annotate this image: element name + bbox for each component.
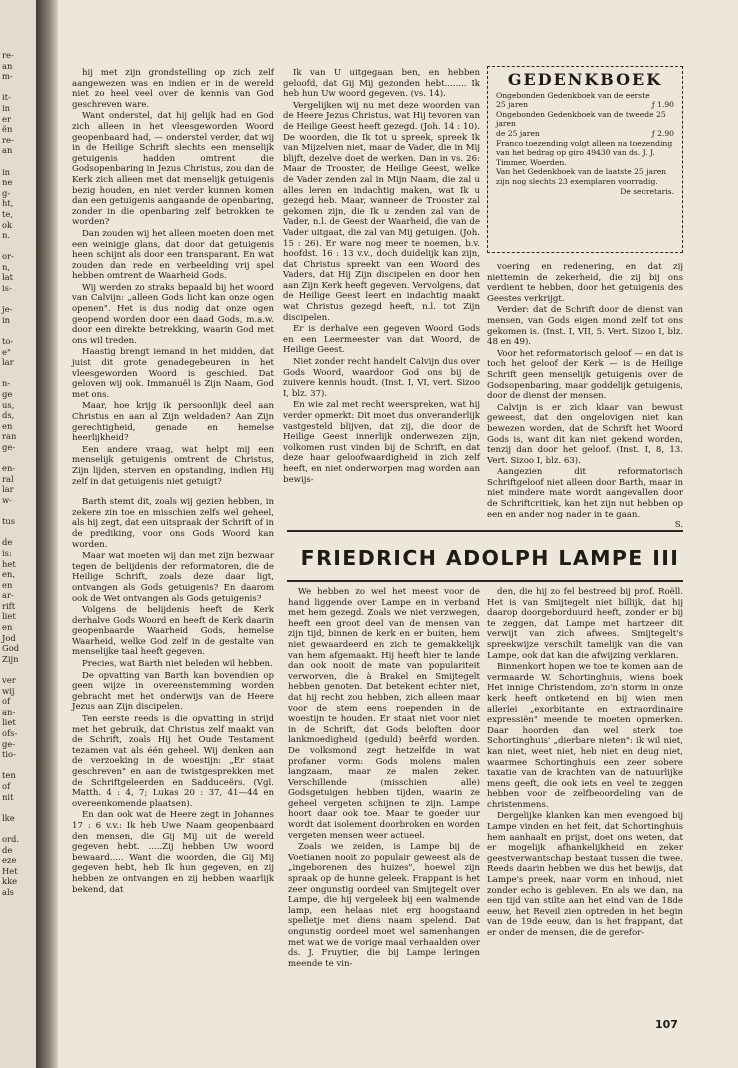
margin-fragment: eze	[2, 855, 17, 866]
margin-fragment: e"	[2, 346, 11, 357]
gedenkboek-line2: Ongebonden Gedenkboek van de tweede 25 jaren	[496, 109, 666, 129]
margin-fragment: ord.	[2, 833, 20, 844]
margin-fragment: an	[2, 145, 13, 156]
margin-fragment: als	[2, 886, 14, 897]
margin-fragment: en,	[2, 569, 16, 580]
article-column-left	[288, 587, 480, 1007]
margin-fragment: ne	[2, 177, 13, 188]
margin-fragment: m-	[2, 71, 13, 82]
paragraph: Maar wat moeten wij dan met zijn bezwaar tegen de belijdenis der reformatoren, die de Heilige Schrift, zoals deze daar ligt, ontvangen als Gods getuigenis? En daarom ook de Wet ontvangen als Gods getuigenis?	[72, 551, 274, 604]
margin-fragment: us,	[2, 399, 15, 410]
gedenkboek-line4: Van het Gedenkboek van de laatste 25 jaren zijn nog slechts 23 exemplaren voorradig.	[496, 167, 667, 186]
margin-fragment	[2, 156, 36, 167]
paragraph: Dergelijke klanken kan men evengoed bij Lampe vinden en het feit, dat Schortinghuis hem aanhaalt en prijst, doet ons weten, dat er mogelijk afhankelijkheid en zeker geestverwantschap bestaat tussen die twee. Reeds daarin hebben we dus het bewijs, dat Lampe's preek, naar vorm en inhoud, niet zonder echo is gebleven. En als we dan, na een tijd van stilte aan het eind van de 18de eeuw, het Reveil zien optreden in het begin van de 19de eeuw, dan is het frappant, dat er onder de mensen, die de gerefor-	[487, 811, 683, 938]
gedenkboek-line2-price: ƒ 2.90	[651, 128, 674, 138]
margin-fragment: te,	[2, 208, 13, 219]
margin-fragment: rift	[2, 600, 16, 611]
column-2	[283, 68, 480, 520]
margin-fragment	[2, 368, 36, 379]
gedenkboek-box	[487, 66, 683, 253]
article-column-right	[487, 587, 683, 1007]
paragraph: De opvatting van Barth kan bovendien op geen wijze in overeenstemming worden gebracht met het onderwijs van de Heere Jezus aan Zijn discipelen.	[72, 670, 274, 713]
margin-fragment: ge-	[2, 441, 16, 452]
margin-fragment: to-	[2, 336, 14, 347]
paragraph: Precies, wat Barth niet beleden wil hebben.	[82, 659, 273, 670]
paragraph: We hebben zo wel het meest voor de hand liggende over Lampe en in verband met hem gezegd. Zoals we niet verzwegen, heeft een groot deel van de mensen van zijn tijd, binnen de kerk en er buiten, hem niet gewaardeerd en zich te gemakkelijk van hem afgemaakt. Hij heeft hier te lande dan ook nooit de mate van populariteit verworven, die à Brakel en Smijtegelt hebben genoten. Dat betekent echter niet, dat hij recht zou hebben, zich alleen maar voor de stem eens roependen in de woestijn te houden. Er staat niet voor niet in de Schrift, dat Gods beloften door lankmoedigheid (geduld) beërfd worden. De volksmond zegt hetzelfde in wat profaner vorm: Gods molens malen langzaam, maar ze malen zeker. Verschillende (misschien alle) Godsgetuigen hebben tijden, waarin ze geheel vergeten schijnen te zijn. Lampe hoort daar ook toe. Maar te goeder uur wordt dat isolement doorbroken en worden vergeten mensen weer actueel.	[288, 587, 480, 841]
paragraph: Verder: dat de Schrift door de dienst van mensen, van Gods eigen mond zelf tot ons gekomen is. (Inst. I, VII, 5. Vert. Sizoo I, blz. 48 en 49).	[487, 305, 683, 348]
margin-fragment: God	[2, 643, 20, 654]
paragraph: Maar, hoe krijg ik persoonlijk deel aan Christus en aan al Zijn weldaden? Aan Zijn gerechtigheid, genade en hemelse heerlijkheid?	[72, 401, 274, 444]
title-rule-top	[287, 530, 683, 532]
paragraph: Want onderstel, dat hij gelijk had en God zich alleen in het vleesgeworden Woord geopenbaard had, — onderstel verder, dat wij in de Heilige Schrift slechts een menselijk getuigenis hadden omtrent die Godsopenbaring in Jezus Christus, zou dan de Kerk zich alleen met dat menselijk getuigenis bezig houden, en niet verder kunnen komen dan een getuigenis aangaande de openbaring, zonder in die openbaring zelf betrokken te worden?	[72, 111, 274, 228]
margin-fragment: ds,	[2, 410, 15, 421]
margin-fragment: er	[2, 113, 11, 124]
paragraph: Wij werden zo straks bepaald bij het woord van Calvijn: „alleen Gods licht kan onze ogen openen". Het is dus nodig dat onze ogen geopend worden door een daad Gods, m.a.w. door een direkte betrekking, waarin God met ons wil treden.	[72, 282, 274, 346]
gedenkboek-signature: De secretaris.	[620, 186, 674, 196]
margin-fragment: wij	[2, 685, 15, 696]
margin-fragment: tio-	[2, 749, 16, 760]
margin-fragment: n,	[2, 261, 11, 272]
margin-fragment: Het	[2, 865, 18, 876]
paragraph: Ten eerste reeds is die opvatting in strijd met het gebruik, dat Christus zelf maakt van de Schrift, zoals Hij het Oude Testament tezamen vat als één geheel. Wij denken aan de verzoeking in de woestijn: „Er staat geschreven" en aan de twistgesprekken met de Schriftgeleerden en Sadduceërs. (Vgl. Matth. 4 : 4, 7; Lukas 20 : 37, 41—44 en overeenkomende plaatsen).	[72, 714, 274, 809]
margin-fragment: tus	[2, 516, 16, 527]
paragraph: Binnenkort hopen we toe te komen aan de vermaarde W. Schortinghuis, wiens boek Het innige Christendom, zo'n storm in onze kerk heeft ontketend en bij wien men allerlei „exorbitante en extraordinaire expressiën" meende te moeten opmerken. Daar hoorden dan wel sterk toe Schortinghuis' „dierbare nieten": ik wil niet, kan niet, weet niet, heb niet en deug niet, waarmee Schortinghuis een zeer sobere taxatie van de krachten van de natuurlijke mens geeft, die ook iets en veel te zeggen hebben voor de zelfbeoordeling van de christenmens.	[487, 662, 683, 810]
margin-fragment	[2, 760, 36, 771]
paragraph: Voor het reformatorisch geloof — en dat is toch het geloof der Kerk — is de Heilige Schrift geen menselijk getuigenis over de Godsopenbaring, maar goddelijk getuigenis, door de dienst der mensen.	[487, 348, 683, 402]
margin-fragment: n-	[2, 378, 11, 389]
paragraph: En dan ook wat de Heere zegt in Johannes 17 : 6 v.v.: Ik heb Uwe Naam geopenbaard den mensen, die Gij Mij uit de wereld gegeven hebt. .....Zij hebben Uw woord bewaard..... Want die woorden, die Gij Mij gegeven hebt, heb Ik hun gegeven, en zij hebben ze ontvangen en zij hebben waarlijk bekend, dat	[72, 810, 274, 895]
margin-fragment: ok	[2, 219, 13, 230]
margin-fragment: ten	[2, 770, 16, 781]
margin-fragment: an	[2, 60, 13, 71]
paragraph: hij met zijn grondstelling op zich zelf aangewezen was en indien er in de wereld niet zo heel veel over de kennis van God geschreven ware.	[72, 68, 274, 110]
margin-fragment: is-	[2, 283, 12, 294]
paragraph: Niet zonder recht handelt Calvijn dus over Gods Woord, waardoor God ons bij de zuivere kennis houdt. (Inst. I, VI, vert. Sizoo I, blz. 37).	[283, 357, 480, 399]
margin-fragment: n.	[2, 230, 11, 241]
paragraph: Ik van U uitgegaan ben, en hebben geloofd, dat Gij Mij gezonden hebt........ Ik heb hun Uw woord gegeven. (vs. 14).	[283, 68, 480, 100]
paragraph: En wie zal met recht weerspreken, wat hij verder opmerkt: Dit moet dus onveranderlijk vastgesteld blijven, dat zij, die door de Heilige Geest innerlijk onderwezen zijn, volkomen rust vinden bij de Schrift, en dat deze haar geloofwaardigheid in zich zelf heeft, en niet onderworpen mag worden aan bewijs-	[283, 400, 480, 485]
margin-fragment: ver	[2, 675, 16, 686]
paragraph: Calvijn is er zich klaar van bewust geweest, dat den ongelovigen niet kan bewezen worden, dat de Schrift het Woord Gods is, want dit kan niet gekend worden, tenzij dan door het geloof. (Inst. I, 8, 13. Vert. Sizoo I, blz. 63).	[487, 402, 683, 466]
previous-page-edge	[0, 0, 36, 1068]
margin-fragment: ar-	[2, 590, 14, 601]
gedenkboek-line1-price: ƒ 1.90	[651, 100, 674, 110]
margin-fragment: re-	[2, 134, 14, 145]
margin-fragment: Jod	[2, 632, 16, 643]
margin-fragment: de	[2, 844, 13, 855]
paragraph: den, die hij zo fel bestreed bij prof. Roëll. Het is van Smijtegelt niet billijk, dat hij daarop doorgeborduurd heeft, zonder er bij te zeggen, dat Lampe met hartzeer dit verwijt van zich afwees. Smijtegelt's spreekwijze verschilt tamelijk van die van Lampe, ook dat kan die afwijzing verklaren.	[487, 587, 683, 661]
margin-fragment: g-	[2, 187, 11, 198]
margin-fragment: ran	[2, 431, 17, 442]
paragraph: Volgens de belijdenis heeft de Kerk derhalve Gods Woord en heeft de Kerk daarin geopenbaarde Waarheid Gods, hemelse Waarheid, welke God zelf in de gestalte van menselijke taal heeft gegeven.	[72, 605, 274, 658]
margin-fragment	[2, 802, 36, 813]
author-signoff: S.	[674, 520, 683, 531]
margin-fragment: en	[2, 420, 13, 431]
column-3	[487, 262, 683, 531]
margin-fragment: in	[2, 102, 11, 113]
margin-fragment: in	[2, 314, 11, 325]
margin-fragment: liet	[2, 717, 16, 728]
title-rule-bottom	[287, 580, 683, 582]
margin-fragment: ën	[2, 124, 13, 135]
margin-fragment: ge-	[2, 738, 16, 749]
margin-fragment	[2, 294, 36, 305]
margin-fragment	[2, 325, 36, 336]
page-number: 107	[655, 1018, 678, 1031]
margin-fragment: ht,	[2, 198, 14, 209]
margin-fragment: en	[2, 579, 13, 590]
paragraph: Vergelijken wij nu met deze woorden van de Heere Jezus Christus, wat Hij tevoren van de Heilige Geest heeft gezegd. (Joh. 14 : 10). De woorden, die Ik tot u spreek, spreek Ik van Mijzelven niet, maar de Vader, die in Mij blijft, dezelve doet de werken. Dan in vs. 26: Maar de Trooster, de Heilige Geest, welke de Vader zenden zal in Mijn Naam, die zal u alles leren en indachtig maken, wat Ik u gezegd heb. Maar, wanneer de Trooster zal gekomen zijn, die Ik u zenden zal van de Vader, n.l. de Geest der Waarheid, die van de Vader uitgaat, die zal van Mij getuigen. (Joh. 15 : 26). Er ware nog meer te noemen, b.v. hoofdst. 16 : 13 v.v., doch duidelijk kan zijn, dat Christus spreekt van een Woord des Vaders, dat Hij Zijn discipelen en door hen aan Zijn Kerk heeft gegeven. Vervolgens, dat de Heilige Geest leert en indachtig maakt wat Christus gezegd heeft, n.l. tot Zijn discipelen.	[283, 100, 480, 323]
margin-fragment: re-	[2, 50, 14, 60]
margin-fragment	[2, 664, 36, 675]
margin-fragment: en	[2, 622, 13, 633]
margin-fragment: lke	[2, 812, 15, 823]
gedenkboek-line3: Franco toezending volgt alleen na toezending van het bedrag op giro 49430 van ds. J. J. Timmer, Woerden.	[496, 138, 673, 167]
margin-fragment: lar	[2, 357, 14, 368]
margin-fragment: is:	[2, 547, 12, 558]
paragraph: Er is derhalve een gegeven Woord Gods en een Leermeester van dat Woord, de Heilige Geest.	[283, 324, 480, 356]
margin-fragment: ofs-	[2, 728, 18, 738]
paragraph: Haastig brengt iemand in het midden, dat juist dit grote genadegebeuren in het vleesgeworden Woord is geschied. Dat geloven wij ook. Immanuël is Zijn Naam, God met ons.	[72, 347, 274, 400]
paragraph: voering en redenering, en dat zij niettemin de zekerheid, die zij bij ons verdient te hebben, door het getuigenis des Geestes verkrijgt.	[487, 262, 683, 304]
margin-fragment: je-	[2, 304, 13, 315]
paragraph: Dan zouden wij het alleen moeten doen met een weinigje glans, dat door dat getuigenis heen schijnt als door een transparant. En wat zouden dan rede en verbeelding vrij spel hebben omtrent de Waarheid Gods.	[72, 228, 274, 282]
margin-fragment: kke	[2, 876, 18, 887]
book-gutter	[36, 0, 58, 1068]
margin-fragment	[2, 506, 36, 517]
paragraph: Zoals we zeiden, is Lampe bij de Voetianen nooit zo populair geweest als de „ingeborenen des huizes", hoewel zijn spraak op de hunne geleek. Frappant is het zeer ongunstig oordeel van Smijtegelt over Lampe, die hij vergeleek bij een walmende lamp, een helaas niet erg hoogstaand spelletje met diens naam spelend. Dat ongunstig oordeel moet wel samenhangen met wat we de vorige maal verhaalden over ds. J. Fruytier, die bij Lampe leringen meende te vin-	[288, 842, 480, 969]
gedenkboek-line2-label: de 25 jaren	[496, 128, 540, 138]
margin-fragment: nit	[2, 791, 14, 802]
paragraph: Aangezien dit reformatorisch Schriftgeloof niet alleen door Barth, maar in niet mindere mate wordt aangevallen door de Schriftcritiek, kan het zijn nut hebben op een en ander nog nader in te gaan.	[487, 467, 683, 520]
margin-fragment: en-	[2, 463, 16, 474]
margin-fragment	[2, 527, 36, 538]
gedenkboek-line1: Ongebonden Gedenkboek van de eerste	[496, 90, 650, 100]
margin-fragment	[2, 82, 36, 93]
margin-fragment	[2, 823, 36, 834]
margin-fragment: an-	[2, 706, 16, 717]
margin-fragment: or-	[2, 251, 14, 262]
paragraph: Een andere vraag, wat helpt mij een menselijk getuigenis omtrent de Christus, Zijn lijden, sterven en opstanding, indien Hij zelf in dat getuigenis niet getuigt?	[72, 444, 274, 487]
margin-fragment: lat	[2, 272, 14, 283]
margin-fragment: lar	[2, 484, 14, 495]
margin-fragment: in	[2, 166, 11, 177]
margin-fragment: liet	[2, 611, 16, 622]
margin-fragment	[2, 453, 36, 464]
margin-fragment: w-	[2, 494, 12, 505]
margin-fragment: of	[2, 780, 11, 791]
margin-fragment: ge	[2, 389, 13, 399]
gedenkboek-line1-label: 25 jaren	[496, 100, 528, 110]
paragraph-break	[72, 487, 274, 497]
margin-fragment: of	[2, 696, 11, 707]
margin-fragment: Zijn	[2, 653, 19, 664]
column-1	[72, 68, 274, 1008]
margin-fragment: het	[2, 558, 16, 569]
margin-fragment: de	[2, 537, 13, 548]
margin-fragment: it-	[2, 92, 11, 103]
margin-fragment	[2, 241, 36, 252]
article-title: FRIEDRICH ADOLPH LAMPE III	[300, 546, 680, 570]
previous-page-fragments	[0, 0, 36, 898]
margin-fragment: ral	[2, 473, 14, 484]
gedenkboek-title: GEDENKBOEK	[507, 70, 663, 89]
paragraph: Barth stemt dit, zoals wij gezien hebben, in zekere zin toe en misschien zelfs wel geheel, als hij zegt, dat een uitspraak der Schrift of in de prediking, voor ons Gods Woord kan worden.	[72, 497, 274, 550]
